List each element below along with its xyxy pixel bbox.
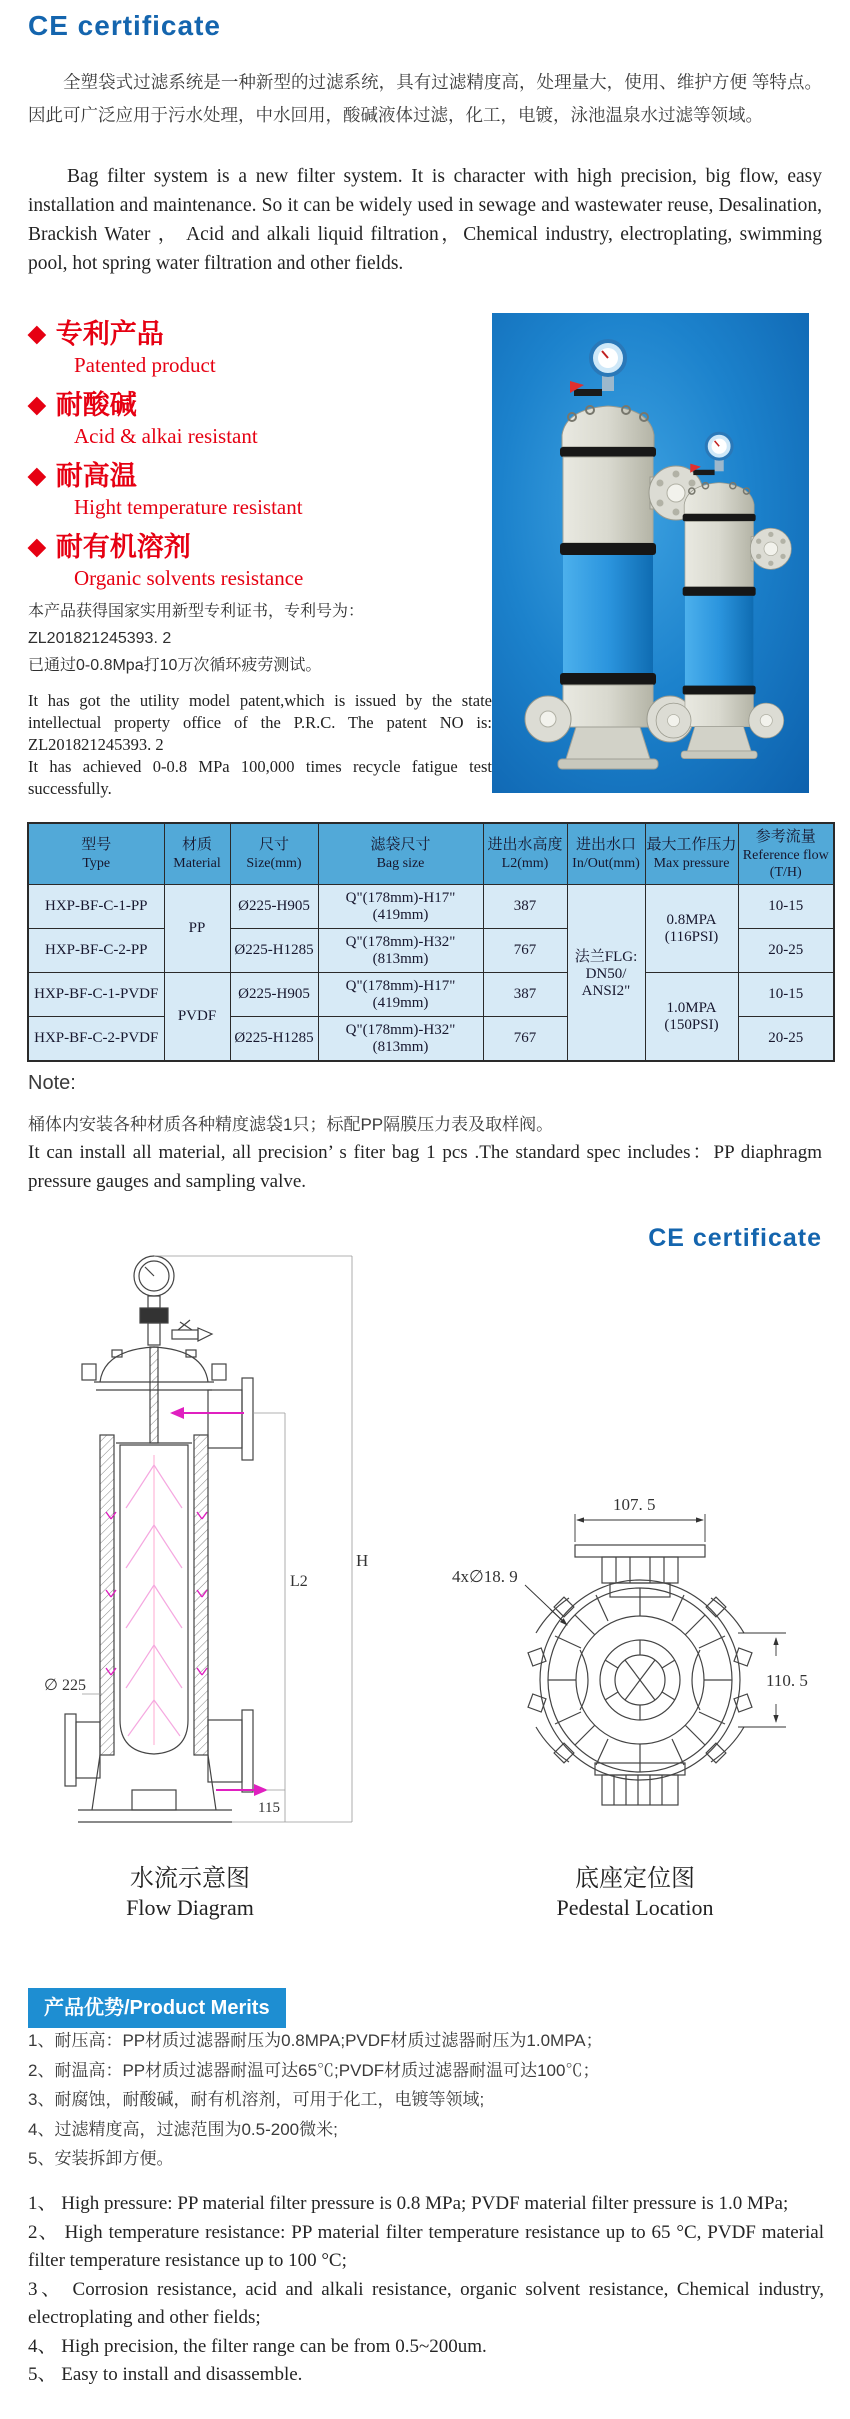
- feature-item: [28, 529, 468, 593]
- cell-size: Ø225-H1285: [230, 929, 318, 973]
- product-photo: [492, 313, 809, 793]
- dim-label-holes: 4x∅18. 9: [452, 1567, 518, 1586]
- col-max-pressure: 最大工作压力 Max pressure: [645, 823, 738, 885]
- merits-list-en: [28, 2190, 824, 2390]
- col-type: 型号 Type: [28, 823, 164, 885]
- table-row: [28, 973, 834, 1017]
- cell-type: HXP-BF-C-2-PP: [28, 929, 164, 973]
- cell-l2: 767: [483, 1017, 567, 1062]
- product-merits-banner: 产品优势/Product Merits: [28, 1988, 286, 2028]
- feature-en-label: Acid & alkai resistant: [74, 424, 258, 448]
- pedestal-caption-zh: 底座定位图: [575, 1866, 695, 1892]
- cell-flow: 20-25: [738, 929, 834, 973]
- cell-bag: Q"(178mm)-H17"(419mm): [318, 973, 483, 1017]
- cell-l2: 767: [483, 929, 567, 973]
- flow-caption-en: Flow Diagram: [126, 1895, 254, 1920]
- feature-zh-label: 专利产品: [55, 319, 164, 349]
- cell-material-pp: PP: [164, 885, 230, 973]
- merits-list-zh: [28, 2026, 828, 2174]
- dim-label-115: 115: [258, 1800, 280, 1816]
- merit-en-item: 3、 Corrosion resistance, acid and alkali resistance, organic solvent resistance, Chemical industry, electroplating and other fields;: [28, 2278, 824, 2328]
- cell-type: HXP-BF-C-1-PP: [28, 885, 164, 929]
- patent-en-paragraph2: It has achieved 0-0.8 MPa 100,000 times recycle fatigue test successfully.: [28, 757, 492, 798]
- patent-zh-line2: 已通过0-0.8Mpa打10万次循环疲劳测试。: [28, 657, 322, 674]
- dim-label-dia225: ∅ 225: [44, 1677, 86, 1694]
- feature-zh: [28, 458, 468, 493]
- dim-label-110-5: 110. 5: [766, 1671, 808, 1690]
- dim-label-h: H: [356, 1551, 369, 1570]
- note-title: Note:: [28, 1072, 76, 1094]
- cell-flow: 10-15: [738, 973, 834, 1017]
- table-row: [28, 885, 834, 929]
- cell-size: Ø225-H1285: [230, 1017, 318, 1062]
- intro-paragraph-en: Bag filter system is a new filter system. It is character with high precision, big flow, easy installation and maintenance. So it can be widely used in sewage and wastewater reuse, Desalination, Brackish Water ， Acid and alkali liquid filtration，Chemical industry, electroplating, swimming pool, hot spring water filtration and other fields.: [28, 166, 822, 274]
- cell-bag: Q"(178mm)-H17"(419mm): [318, 885, 483, 929]
- merit-zh-item: 2、耐温高：PP材质过滤器耐温可达65℃;PVDF材质过滤器耐温可达100℃；: [28, 2060, 600, 2080]
- cell-size: Ø225-H905: [230, 885, 318, 929]
- filter-vessels-image: [492, 313, 809, 793]
- patent-block: [28, 598, 492, 800]
- feature-zh: [28, 529, 468, 564]
- merit-en-item: 1、 High pressure: PP material filter pressure is 0.8 MPa; PVDF material filter pressure is 1.0 MPa;: [28, 2193, 789, 2214]
- feature-zh-label: 耐酸碱: [55, 390, 137, 420]
- cell-inout: 法兰FLG: DN50/ ANSI2": [567, 885, 645, 1062]
- cell-pressure-pvdf: 1.0MPA (150PSI): [645, 973, 738, 1062]
- patent-en-paragraph1: It has got the utility model patent,which is issued by the state intellectual property office of the P.R.C. The patent NO is: ZL201821245393. 2: [28, 691, 492, 754]
- note-zh: 桶体内安装各种材质各种精度滤袋1只；标配PP隔膜压力表及取样阀。: [28, 1115, 554, 1134]
- col-l2: 进出水高度 L2(mm): [483, 823, 567, 885]
- cell-type: HXP-BF-C-1-PVDF: [28, 973, 164, 1017]
- cell-bag: Q"(178mm)-H32"(813mm): [318, 929, 483, 973]
- feature-en-label: Patented product: [74, 353, 216, 377]
- col-bag-size: 滤袋尺寸 Bag size: [318, 823, 483, 885]
- cell-type: HXP-BF-C-2-PVDF: [28, 1017, 164, 1062]
- merit-zh-item: 4、过滤精度高，过滤范围为0.5-200微米;: [28, 2119, 338, 2139]
- flow-caption-zh: 水流示意图: [130, 1866, 250, 1892]
- feature-item: [28, 387, 468, 451]
- table-header-row: [28, 823, 834, 885]
- pedestal-caption: [485, 1864, 785, 1922]
- dim-label-107-5: 107. 5: [613, 1495, 656, 1514]
- section-title-ce: CE certificate: [648, 1224, 822, 1252]
- cell-l2: 387: [483, 973, 567, 1017]
- spec-table-grid: [27, 822, 835, 1062]
- cell-pressure-pp: 0.8MPA (116PSI): [645, 885, 738, 973]
- flow-diagram-caption: [40, 1864, 340, 1922]
- diamond-bullet-icon: ◆: [28, 391, 46, 417]
- cell-material-pvdf: PVDF: [164, 973, 230, 1062]
- feature-en-label: Organic solvents resistance: [74, 566, 304, 590]
- feature-item: [28, 458, 468, 522]
- feature-en-label: Hight temperature resistant: [74, 495, 303, 519]
- note-en: It can install all material, all precision’ s fiter bag 1 pcs .The standard spec includes：PP diaphragm pressure gauges and sampling valve.: [28, 1142, 822, 1192]
- merit-zh-item: 3、耐腐蚀，耐酸碱，耐有机溶剂，可用于化工，电镀等领域;: [28, 2090, 485, 2109]
- diamond-bullet-icon: ◆: [28, 320, 46, 346]
- spec-table: [27, 822, 835, 1062]
- pedestal-caption-en: Pedestal Location: [556, 1895, 714, 1920]
- merit-zh-item: 1、耐压高：PP材质过滤器耐压为0.8MPA;PVDF材质过滤器耐压为1.0MPA；: [28, 2031, 603, 2050]
- merit-en-item: 4、 High precision, the filter range can be from 0.5~200um.: [28, 2335, 487, 2357]
- diamond-bullet-icon: ◆: [28, 462, 46, 488]
- dim-label-l2: L2: [290, 1573, 308, 1590]
- col-size: 尺寸 Size(mm): [230, 823, 318, 885]
- merit-zh-item: 5、安装拆卸方便。: [28, 2149, 174, 2168]
- cell-size: Ø225-H905: [230, 973, 318, 1017]
- flow-diagram-drawing: [20, 1250, 370, 1842]
- col-ref-flow: 参考流量 Reference flow (T/H): [738, 823, 834, 885]
- cell-flow: 20-25: [738, 1017, 834, 1062]
- feature-zh: [28, 316, 468, 351]
- cell-bag: Q"(178mm)-H32"(813mm): [318, 1017, 483, 1062]
- col-inout: 进出水口 In/Out(mm): [567, 823, 645, 885]
- cell-l2: 387: [483, 885, 567, 929]
- feature-zh-label: 耐高温: [55, 461, 137, 491]
- feature-item: [28, 316, 468, 380]
- intro-paragraph-zh: 全塑袋式过滤系统是一种新型的过滤系统，具有过滤精度高，处理量大，使用、维护方便 等特点。因此可广泛应用于污水处理，中水回用，酸碱液体过滤，化工，电镀，泳池温泉水过滤等领域。: [28, 72, 822, 125]
- cell-flow: 10-15: [738, 885, 834, 929]
- diamond-bullet-icon: ◆: [28, 533, 46, 559]
- patent-zh-line1: 本产品获得国家实用新型专利证书，专利号为：ZL201821245393. 2: [28, 603, 365, 647]
- col-material: 材质 Material: [164, 823, 230, 885]
- feature-zh: [28, 387, 468, 422]
- merit-en-item: 2、 High temperature resistance: PP material filter temperature resistance up to 65 °C, PVDF material filter temperature resistance up to 100 °C;: [28, 2221, 824, 2271]
- page-title: CE certificate: [28, 10, 221, 41]
- feature-zh-label: 耐有机溶剂: [55, 532, 191, 562]
- pedestal-drawing: [430, 1490, 810, 1830]
- merit-en-item: 5、 Easy to install and disassemble.: [28, 2364, 303, 2385]
- feature-list: [28, 316, 468, 600]
